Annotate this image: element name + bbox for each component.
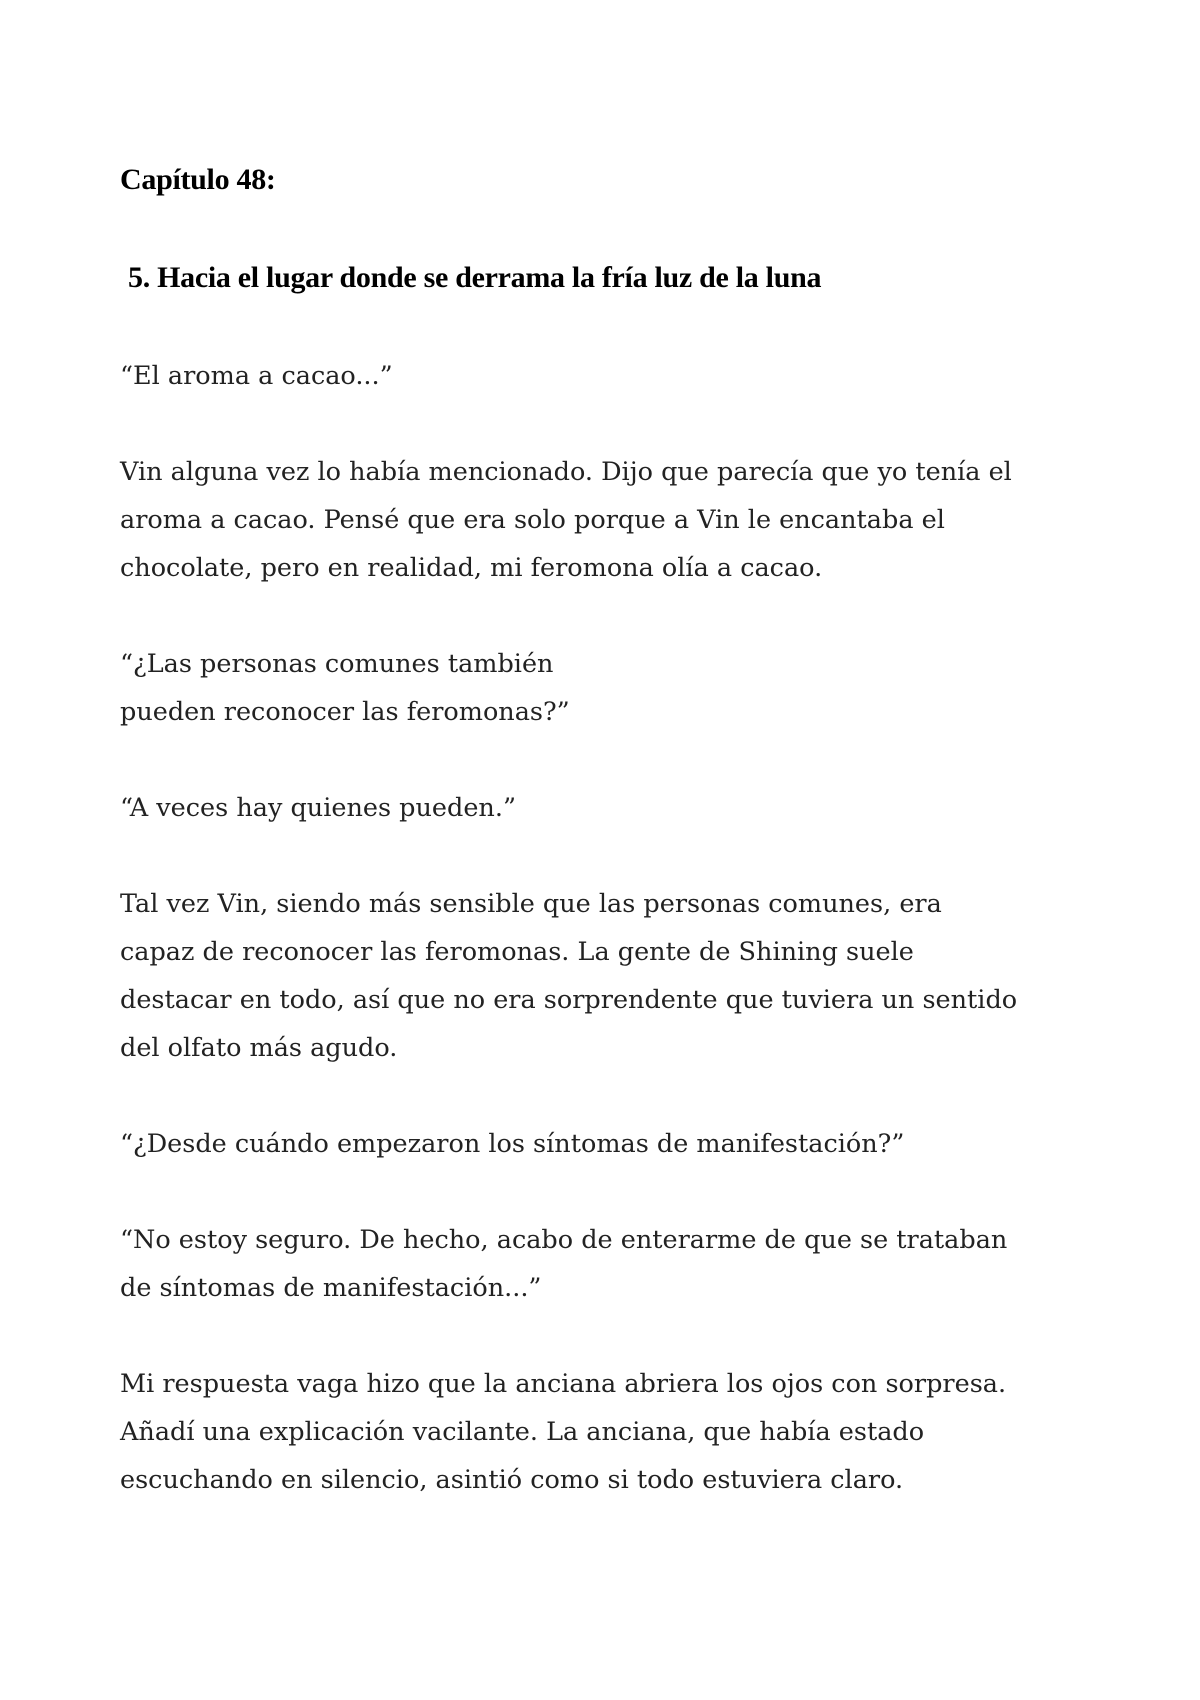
paragraph <box>120 1216 1100 1312</box>
paragraph-line: destacar en todo, así que no era sorprendente que tuviera un sentido <box>120 985 1018 1015</box>
paragraph-line: Mi respuesta vaga hizo que la anciana abriera los ojos con sorpresa. <box>120 1369 1007 1399</box>
paragraph <box>120 1360 1100 1504</box>
paragraph <box>120 880 1100 1072</box>
paragraph <box>120 784 1100 832</box>
paragraph-line: Vin alguna vez lo había mencionado. Dijo que parecía que yo tenía el <box>120 457 1012 487</box>
paragraph-line: de síntomas de manifestación...” <box>120 1273 542 1303</box>
paragraph-line: pueden reconocer las feromonas?” <box>120 697 570 727</box>
paragraph-line: Tal vez Vin, siendo más sensible que las personas comunes, era <box>120 889 942 919</box>
paragraph-line: escuchando en silencio, asintió como si todo estuviera claro. <box>120 1465 904 1495</box>
document-body <box>120 352 1100 1504</box>
paragraph <box>120 448 1100 592</box>
paragraph-line: “No estoy seguro. De hecho, acabo de enterarme de que se trataban <box>120 1225 1008 1255</box>
paragraph-line: “¿Las personas comunes también <box>120 649 554 679</box>
paragraph <box>120 1120 1100 1168</box>
paragraph <box>120 640 1100 736</box>
paragraph-line: capaz de reconocer las feromonas. La gente de Shining suele <box>120 937 914 967</box>
document-page <box>120 156 1100 1552</box>
paragraph-line: Añadí una explicación vacilante. La anciana, que había estado <box>120 1417 925 1447</box>
paragraph <box>120 352 1100 400</box>
chapter-title: Capítulo 48: <box>120 163 276 196</box>
paragraph-line: chocolate, pero en realidad, mi feromona olía a cacao. <box>120 553 823 583</box>
paragraph-line: aroma a cacao. Pensé que era solo porque a Vin le encantaba el <box>120 505 945 535</box>
paragraph-line: “¿Desde cuándo empezaron los síntomas de manifestación?” <box>120 1129 905 1159</box>
paragraph-line: del olfato más agudo. <box>120 1033 398 1063</box>
paragraph-line: “El aroma a cacao...” <box>120 361 393 391</box>
paragraph-line: “A veces hay quienes pueden.” <box>120 793 516 823</box>
section-title: 5. Hacia el lugar donde se derrama la fría luz de la luna <box>128 261 822 294</box>
